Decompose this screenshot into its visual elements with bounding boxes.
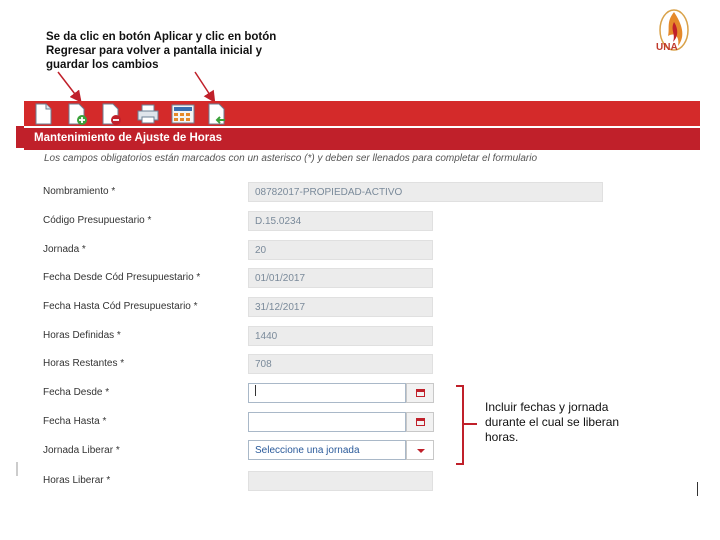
fecha-hasta-cod-label: Fecha Hasta Cód Presupuestario * <box>43 301 198 312</box>
fecha-desde-cod-field: 01/01/2017 <box>248 268 433 288</box>
jornada-liberar-dropdown-button[interactable] <box>406 440 434 460</box>
new-document-icon[interactable] <box>32 103 54 125</box>
edge-marker <box>697 482 698 496</box>
fecha-hasta-calendar-button[interactable] <box>406 412 434 432</box>
jornada-liberar-select[interactable]: Seleccione una jornada <box>248 440 406 460</box>
nombramiento-label: Nombramiento * <box>43 186 116 197</box>
printer-icon[interactable] <box>136 103 158 125</box>
horas-restantes-label: Horas Restantes * <box>43 358 125 369</box>
codigo-presupuestario-label: Código Presupuestario * <box>43 215 152 226</box>
page-title: Mantenimiento de Ajuste de Horas <box>34 132 223 144</box>
fecha-hasta-input[interactable] <box>248 412 406 432</box>
page-title-bar <box>24 126 700 150</box>
required-fields-note: Los campos obligatorios están marcados con un asterisco (*) y deben ser llenados para completar el formulario <box>44 153 538 164</box>
remove-document-icon[interactable] <box>100 103 122 125</box>
jornada-liberar-label: Jornada Liberar * <box>43 445 120 456</box>
left-edge-marker <box>16 462 18 476</box>
return-document-icon[interactable] <box>206 103 228 125</box>
callout-bracket <box>456 385 464 465</box>
jornada-field: 20 <box>248 240 433 260</box>
add-document-icon[interactable] <box>66 103 88 125</box>
fecha-desde-cod-label: Fecha Desde Cód Presupuestario * <box>43 272 201 283</box>
fecha-desde-label: Fecha Desde * <box>43 387 110 398</box>
toolbar <box>24 101 700 126</box>
callout-text: Incluir fechas y jornada durante el cual se liberan horas. <box>485 400 620 444</box>
fecha-desde-calendar-button[interactable] <box>406 383 434 403</box>
calendar-icon <box>416 389 425 397</box>
calendar-icon <box>416 418 425 426</box>
fecha-hasta-cod-field: 31/12/2017 <box>248 297 433 317</box>
una-logo <box>644 6 710 62</box>
fecha-hasta-label: Fecha Hasta * <box>43 416 107 427</box>
left-accent-bar <box>16 126 24 148</box>
horas-liberar-label: Horas Liberar * <box>43 475 111 486</box>
callout-bracket-tick <box>463 423 477 425</box>
nombramiento-field: 08782017-PROPIEDAD-ACTIVO <box>248 182 603 202</box>
horas-definidas-field: 1440 <box>248 326 433 346</box>
una-flame-logo-icon <box>644 6 710 62</box>
apply-calculator-icon[interactable] <box>170 103 192 125</box>
fecha-desde-input[interactable] <box>248 383 406 403</box>
horas-definidas-label: Horas Definidas * <box>43 330 121 341</box>
horas-liberar-field <box>248 471 433 491</box>
text-cursor <box>255 385 256 396</box>
codigo-presupuestario-field: D.15.0234 <box>248 211 433 231</box>
instruction-text: Se da clic en botón Aplicar y clic en botón Regresar para volver a pantalla inicial y guardar los cambios <box>46 31 277 71</box>
logo-text: UNA <box>656 42 678 53</box>
horas-restantes-field: 708 <box>248 354 433 374</box>
chevron-down-icon <box>417 449 425 453</box>
jornada-label: Jornada * <box>43 244 86 255</box>
